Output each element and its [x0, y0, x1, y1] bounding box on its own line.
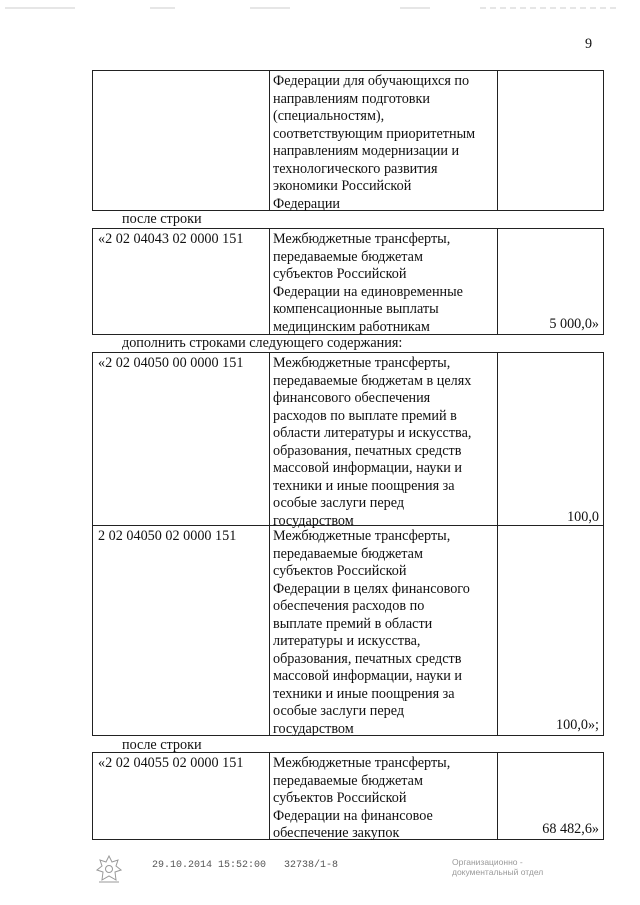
description-line: особые заслуги перед — [273, 703, 405, 719]
description-line: Межбюджетные трансферты, — [273, 355, 451, 371]
table-row — [92, 752, 604, 840]
description-line: (специальностям), — [273, 108, 385, 124]
description-line: государством — [273, 512, 354, 529]
description-line: Федерации в целях финансового — [273, 580, 470, 597]
budget-code: 2 02 04050 02 0000 151 — [98, 528, 237, 544]
description-line: направлениям модернизации и — [273, 143, 460, 159]
description-line: субъектов Российской — [273, 563, 407, 579]
description-line: технологического развития — [273, 160, 438, 177]
department-stamp-line: Организационно - — [452, 857, 523, 867]
insert-rows-label: дополнить строками следующего содержания: — [122, 335, 403, 351]
description-line: особые заслуги перед — [273, 495, 405, 511]
description-line: обеспечение закупок — [273, 825, 400, 841]
description-line: передаваемые бюджетам — [273, 772, 423, 789]
description-line: Федерации для обучающихся по — [273, 73, 470, 89]
emblem-icon — [96, 854, 122, 884]
budget-code: «2 02 04050 00 0000 151 — [98, 355, 244, 371]
row-amount: 5 000,0» — [549, 315, 599, 332]
after-row-label: после строки — [122, 737, 202, 753]
department-stamp — [452, 857, 543, 877]
row-description — [273, 755, 498, 843]
description-line: Федерации на финансовое — [273, 807, 433, 824]
budget-code: «2 02 04043 02 0000 151 — [98, 231, 244, 247]
department-stamp-line: документальный отдел — [452, 867, 544, 877]
budget-code: «2 02 04055 02 0000 151 — [98, 755, 244, 771]
description-line: техники и иные поощрения за — [273, 477, 455, 494]
description-line: соответствующим приоритетным — [273, 125, 476, 142]
description-line: медицинским работникам — [273, 318, 430, 335]
after-row-label: после строки — [122, 211, 202, 227]
table-inserted-rows — [92, 352, 604, 736]
description-line: области литературы и искусства, — [273, 425, 472, 441]
row-description — [273, 231, 498, 336]
print-timestamp: 29.10.2014 15:52:00 — [152, 860, 267, 871]
row-amount: 100,0»; — [556, 716, 599, 733]
description-line: образования, печатных средств — [273, 442, 462, 459]
description-line: компенсационные выплаты — [273, 301, 439, 317]
column-divider — [269, 353, 270, 735]
row-description — [273, 355, 498, 530]
description-line: Межбюджетные трансферты, — [273, 231, 451, 247]
column-divider — [269, 753, 270, 839]
row-amount: 100,0 — [567, 509, 599, 525]
row-description — [273, 73, 498, 213]
column-divider — [269, 229, 270, 334]
description-line: экономики Российской — [273, 178, 412, 194]
description-line: передаваемые бюджетам в целях — [273, 372, 472, 389]
description-line: передаваемые бюджетам — [273, 545, 423, 562]
table-row — [92, 228, 604, 335]
page-number: 9 — [585, 36, 593, 52]
description-line: массовой информации, науки и — [273, 460, 462, 476]
row-amount: 68 482,6» — [542, 820, 599, 837]
description-line: обеспечения расходов по — [273, 598, 425, 614]
description-line: передаваемые бюджетам — [273, 248, 423, 265]
scan-edge-marks — [0, 0, 640, 16]
description-line: финансового обеспечения — [273, 390, 431, 406]
row-description — [273, 528, 498, 738]
description-line: Федерации — [273, 195, 341, 212]
table-continuation — [92, 70, 604, 211]
description-line: государством — [273, 720, 354, 737]
column-divider — [269, 71, 270, 210]
description-line: литературы и искусства, — [273, 633, 421, 649]
description-line: образования, печатных средств — [273, 650, 462, 667]
description-line: субъектов Российской — [273, 790, 407, 806]
description-line: направлениям подготовки — [273, 90, 430, 107]
description-line: Межбюджетные трансферты, — [273, 755, 451, 771]
description-line: техники и иные поощрения за — [273, 685, 455, 702]
description-line: расходов по выплате премий в — [273, 407, 457, 424]
description-line: массовой информации, науки и — [273, 668, 462, 684]
description-line: Межбюджетные трансферты, — [273, 528, 451, 544]
description-line: выплате премий в области — [273, 615, 433, 632]
description-line: Федерации на единовременные — [273, 283, 463, 300]
document-id: 32738/1-8 — [284, 860, 339, 871]
description-line: субъектов Российской — [273, 266, 407, 282]
